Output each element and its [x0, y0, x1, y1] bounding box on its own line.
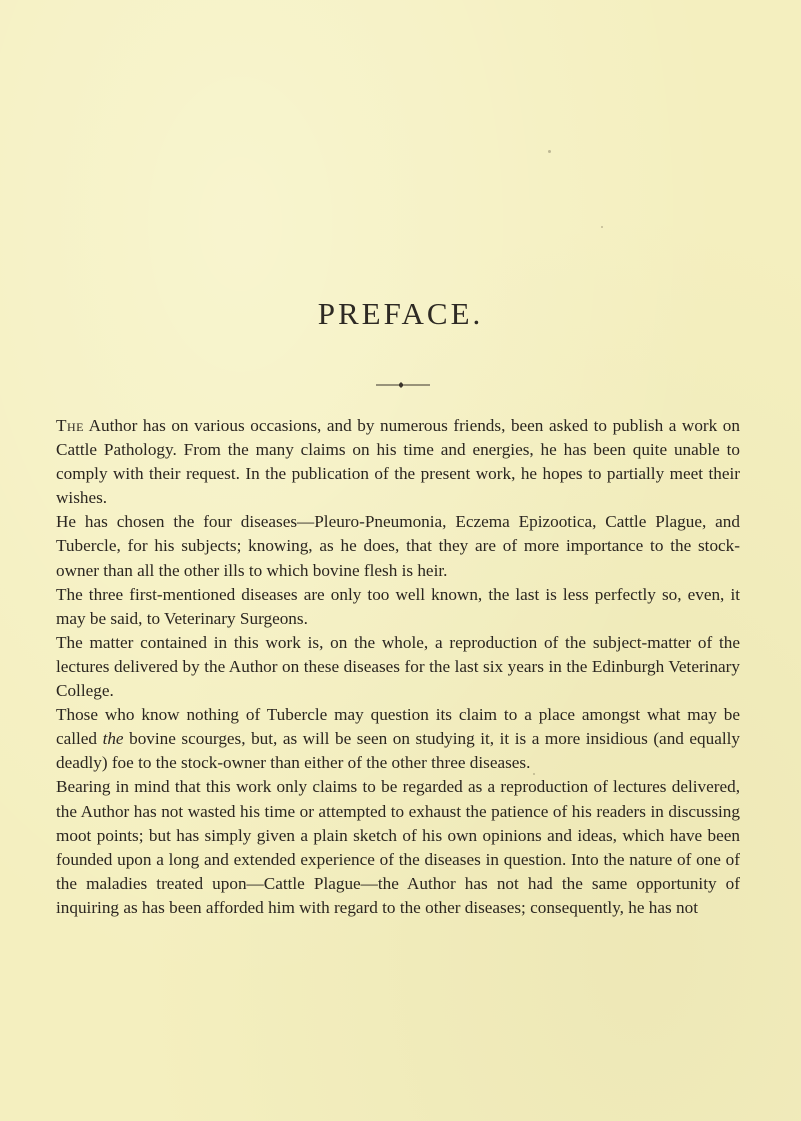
paper-speck: [533, 773, 535, 775]
paragraph-text: Author has on various occasions, and by numerous friends, been asked to publish a work on Cattle Pathology. From the many claims on his time and energies, he has been quite unable to comply with their request. In the publication of the present work, he hopes to partially meet their wishes.: [56, 416, 740, 508]
paragraph-6: Bearing in mind that this work only claims to be regarded as a reproduction of lectures delivered, the Author has not wasted his time or attempted to exhaust the patience of his readers in discussing moot points; but has simply given a plain sketch of his own opinions and ideas, which have been founded upon a long and extended experience of the diseases in question. Into the nature of one of the maladies treated upon—Cattle Plague—the Author has not had the same opportunity of inquiring as has been afforded him with regard to the other diseases; consequently, he has not: [56, 777, 740, 917]
paragraph-1: [56, 414, 740, 510]
diamond-rule-ornament: [370, 380, 434, 390]
paragraph-3: The three first-mentioned diseases are only too well known, the last is less perfectly so, even, it may be said, to Veterinary Surgeons.: [56, 584, 740, 628]
opening-word: The: [56, 416, 84, 435]
paragraph-text: bovine scourges, but, as will be seen on studying it, it is a more insidious (and equally deadly) foe to the stock-owner than either of the other three diseases.: [56, 729, 740, 773]
paragraph-5: [56, 703, 740, 775]
paragraph-2: He has chosen the four diseases—Pleuro-Pneumonia, Eczema Epizootica, Cattle Plague, and Tubercle, for his subjects; knowing, as he does, that they are of more importance to the stock-owner than all the other ills to which bovine flesh is heir.: [56, 512, 740, 580]
paragraph-text: Those who know nothing of Tubercle may question its claim to a place amongst what may be called: [56, 705, 740, 749]
emphasized-word: the: [102, 729, 124, 749]
paper-speck: [601, 226, 603, 228]
paper-speck: [548, 150, 551, 153]
paragraph-4: The matter contained in this work is, on the whole, a reproduction of the subject-matter of the lectures delivered by the Author on these diseases for the last six years in the Edinburgh Veterinary College.: [56, 632, 740, 701]
preface-body: [56, 414, 740, 920]
page-title: PREFACE.: [317, 296, 484, 331]
